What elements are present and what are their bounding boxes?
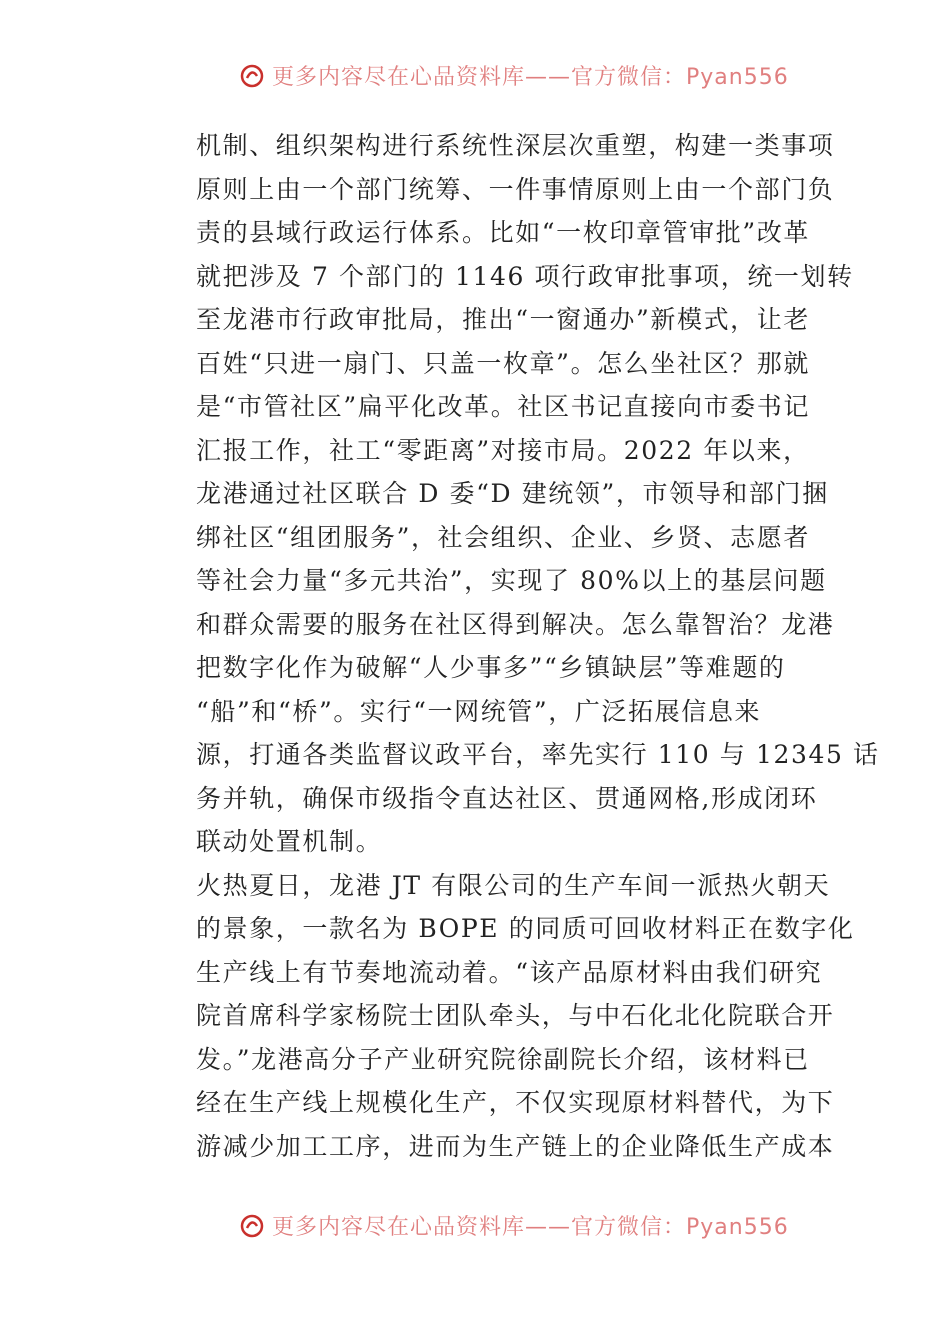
text-line: 发。”龙港高分子产业研究院徐副院长介绍，该材料已 [196, 1044, 810, 1074]
header-watermark [0, 52, 950, 90]
text-line: 联动处置机制。 [196, 827, 383, 856]
text-line: 院首席科学家杨院士团队牵头，与中石化北化院联合开 [196, 1001, 835, 1030]
text-line: “船”和“桥”。实行“一网统管”，广泛拓展信息来 [196, 696, 762, 726]
text-line: 经在生产线上规模化生产，不仅实现原材料替代，为下 [196, 1088, 835, 1117]
text-line: 生产线上有节奏地流动着。“该产品原材料由我们研究 [196, 957, 823, 987]
text-line: 绑社区“组团服务”，社会组织、企业、乡贤、志愿者 [196, 522, 810, 552]
text-line: 游减少加工工序，进而为生产链上的企业降低生产成本 [196, 1131, 835, 1161]
text-line: 责的县域行政运行体系。比如“一枚印章管审批”改革 [196, 218, 810, 247]
watermark-logo-icon [240, 1214, 264, 1238]
text-line: 的景象，一款名为 BOPE 的同质可回收材料正在数字化 [196, 914, 855, 943]
text-line: 是“市管社区”扁平化改革。社区书记直接向市委书记 [196, 392, 810, 421]
text-line: 火热夏日，龙港 JT 有限公司的生产车间一派热火朝天 [196, 870, 831, 900]
text-line: 等社会力量“多元共治”，实现了 80%以上的基层问题 [196, 566, 827, 595]
text-line: 机制、组织架构进行系统性深层次重塑，构建一类事项 [196, 131, 835, 160]
text-line: 龙港通过社区联合 D 委“D 建统领”，市领导和部门捆 [196, 479, 829, 508]
text-line: 就把涉及 7 个部门的 1146 项行政审批事项，统一划转 [196, 261, 854, 291]
watermark-text: 更多内容尽在心品资料库——官方微信：Pyan556 [272, 1215, 789, 1240]
footer-watermark [0, 1202, 950, 1240]
text-line: 至龙港市行政审批局，推出“一窗通办”新模式，让老 [196, 305, 810, 334]
text-line: 把数字化作为破解“人少事多”“乡镇缺层”等难题的 [196, 653, 786, 682]
text-line: 务并轨，确保市级指令直达社区、贯通网格,形成闭环 [196, 783, 818, 813]
text-line: 原则上由一个部门统筹、一件事情原则上由一个部门负 [196, 174, 835, 204]
text-line: 汇报工作，社工“零距离”对接市局。2022 年以来， [196, 435, 810, 465]
text-line: 百姓“只进一扇门、只盖一枚章”。怎么坐社区？那就 [196, 348, 810, 378]
body-text [196, 124, 880, 1168]
text-line: 源，打通各类监督议政平台，率先实行 110 与 12345 话 [196, 740, 880, 769]
watermark-logo-icon [240, 64, 264, 88]
text-line: 和群众需要的服务在社区得到解决。怎么靠智治？龙港 [196, 609, 835, 639]
watermark-text: 更多内容尽在心品资料库——官方微信：Pyan556 [272, 65, 789, 90]
